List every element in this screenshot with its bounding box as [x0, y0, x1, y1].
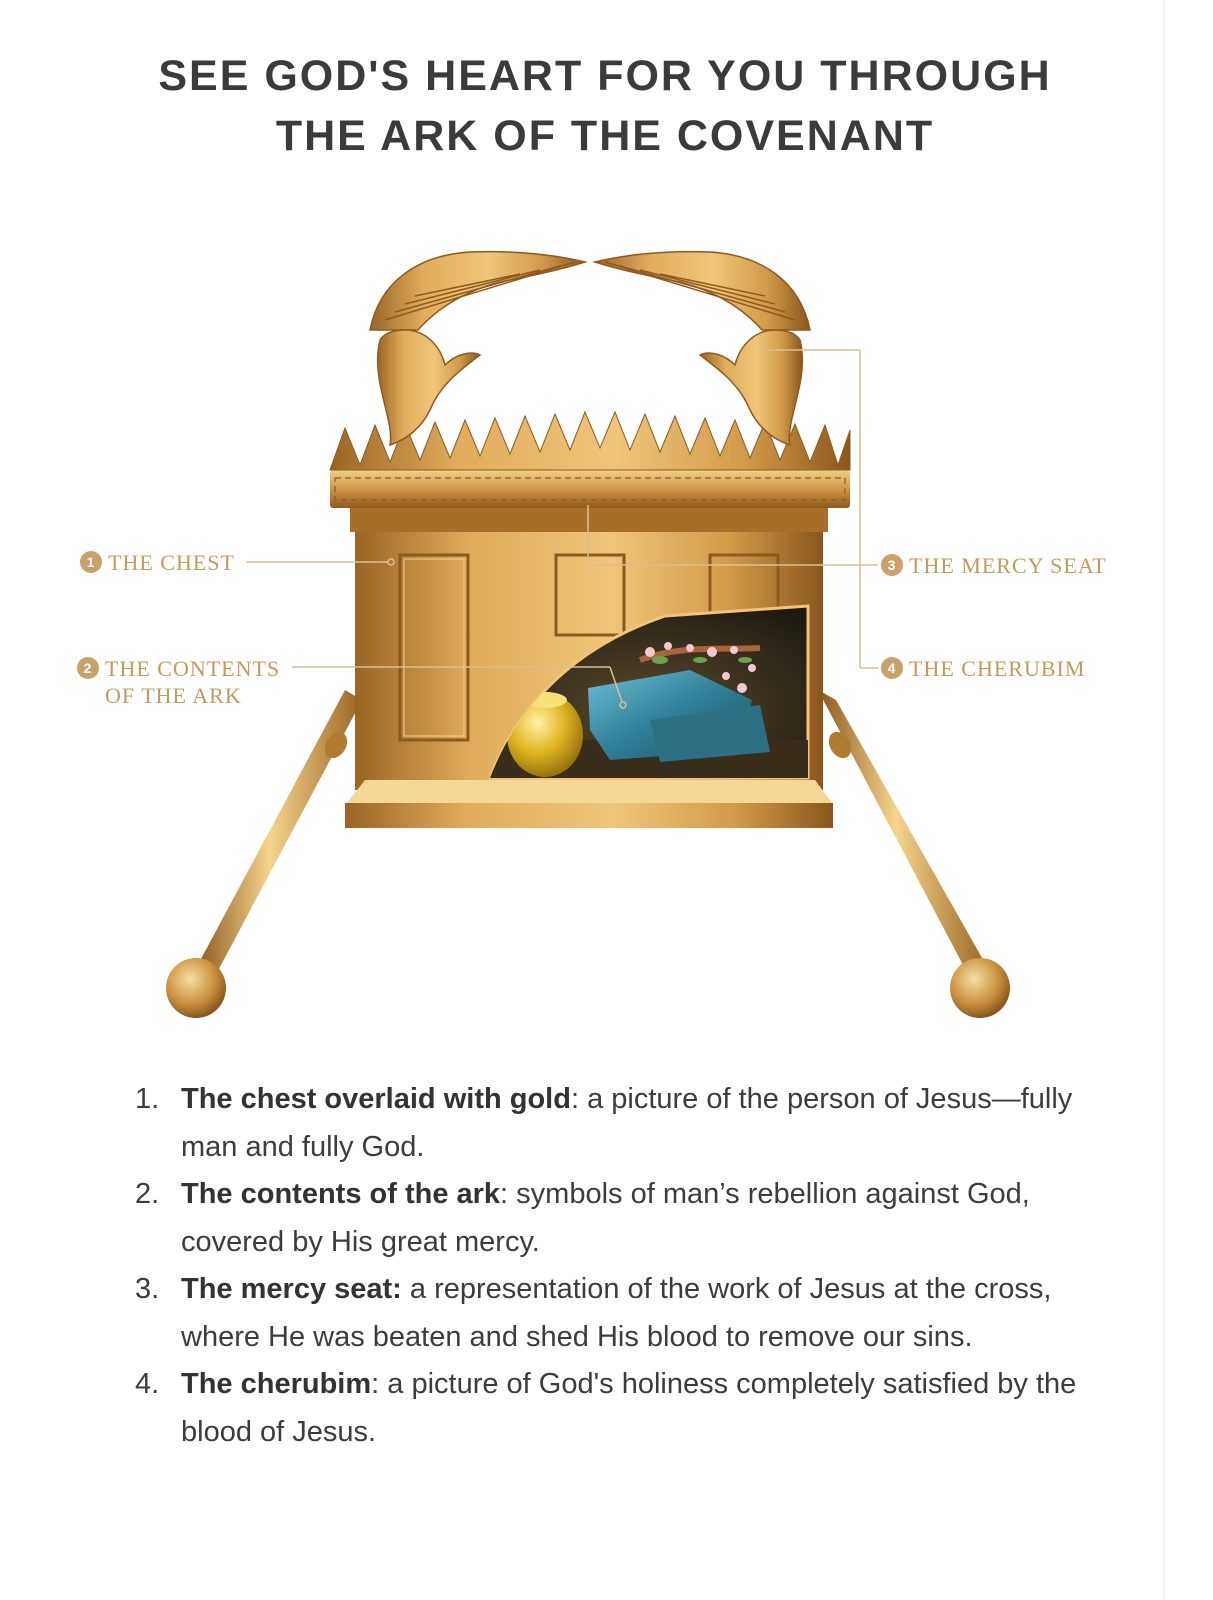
list-item-text: : a picture of the person of Jesus—fully man and fully God. [181, 1083, 1073, 1163]
list-item-term: The contents of the ark [181, 1178, 501, 1210]
title-line-1: SEE GOD'S HEART FOR YOU THROUGH [158, 52, 1052, 100]
list-item-number: 3. [135, 1273, 160, 1305]
callout-cherubim [881, 655, 1085, 682]
list-item [135, 1171, 1095, 1266]
callout-contents [77, 655, 280, 709]
list-item-text: : symbols of man’s rebellion against God, covered by His great mercy. [181, 1178, 1030, 1258]
callout-number-badge: 2 [77, 657, 99, 679]
list-item-number: 1. [135, 1083, 160, 1115]
list-item-number: 4. [135, 1368, 160, 1400]
callout-number-badge: 4 [881, 657, 903, 679]
callout-mercy-seat [881, 552, 1107, 579]
callout-number-badge: 3 [881, 554, 903, 576]
list-item-text: a representation of the work of Jesus at the cross, where He was beaten and shed His blood to remove our sins. [181, 1273, 1052, 1353]
list-item [135, 1076, 1095, 1171]
list-item-text: : a picture of God's holiness completely satisfied by the blood of Jesus. [181, 1368, 1077, 1448]
callout-label: THE CHEST [108, 550, 235, 575]
list-item [135, 1361, 1095, 1456]
callout-number-badge: 1 [80, 551, 102, 573]
list-item-number: 2. [135, 1178, 160, 1210]
list-item-term: The cherubim [181, 1368, 372, 1400]
callout-chest [80, 549, 235, 576]
list-item-term: The chest overlaid with gold [181, 1083, 571, 1115]
explanation-list [135, 1076, 1095, 1456]
left-cherub [370, 252, 585, 445]
title-line-2: THE ARK OF THE COVENANT [275, 112, 935, 160]
right-pole [818, 690, 1010, 1018]
callout-label: THE CONTENTS OF THE ARK [105, 656, 281, 708]
right-cherub [595, 252, 810, 445]
list-item-term: The mercy seat: [181, 1273, 402, 1305]
callout-label: THE CHERUBIM [909, 656, 1086, 681]
ark-base [345, 780, 833, 828]
cherubim-figures [370, 252, 810, 445]
left-pole [166, 690, 362, 1018]
callout-label: THE MERCY SEAT [909, 553, 1107, 578]
list-item [135, 1266, 1095, 1361]
